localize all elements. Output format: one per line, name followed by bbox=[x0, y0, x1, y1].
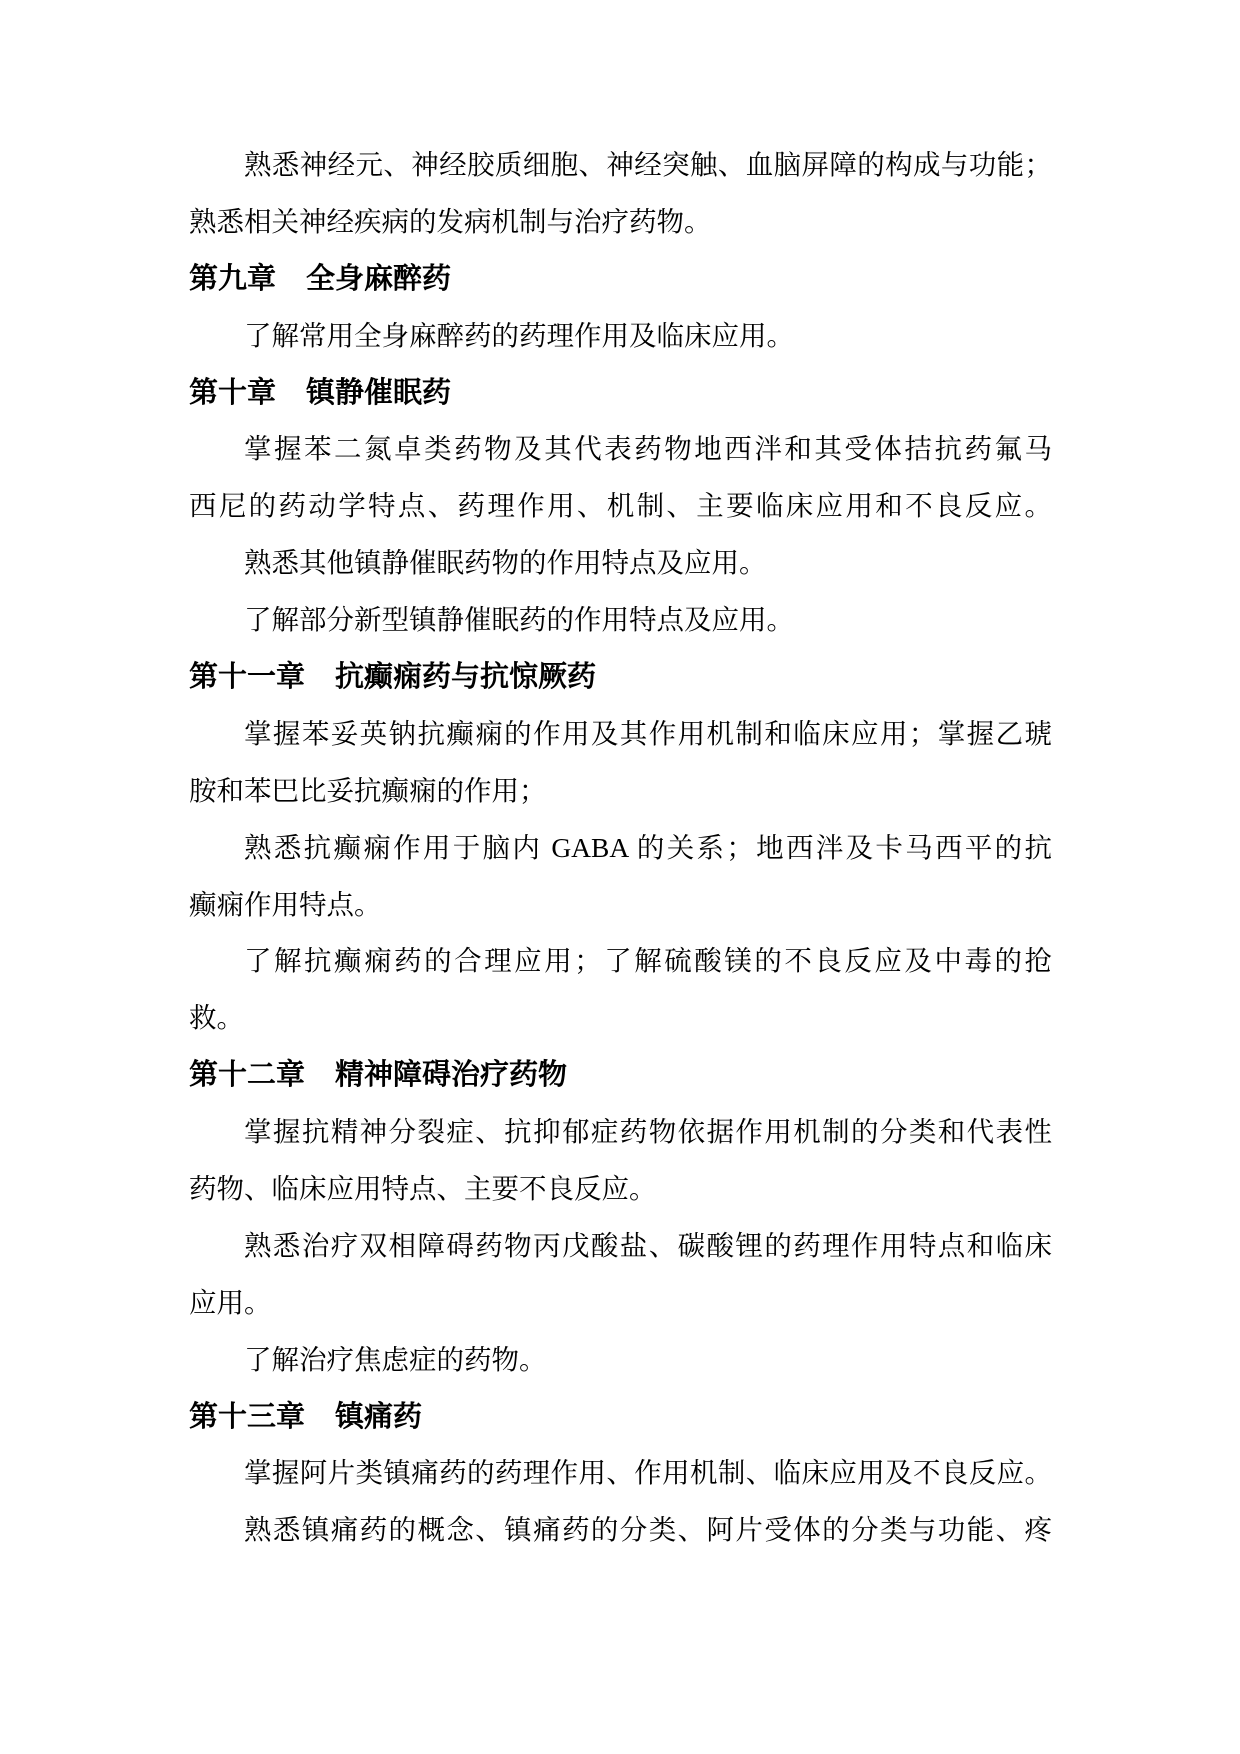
text-line: 胺和苯巴比妥抗癫痫的作用； bbox=[189, 774, 547, 806]
text-line: 了解部分新型镇静催眠药的作用特点及应用。 bbox=[244, 604, 794, 636]
chapter-number: 第十二章 bbox=[189, 1059, 306, 1092]
text-line: 熟悉其他镇静催眠药物的作用特点及应用。 bbox=[244, 547, 767, 579]
chapter-heading bbox=[189, 649, 1052, 706]
text-line: 熟悉神经元、神经胶质细胞、神经突触、血脑屏障的构成与功能； bbox=[244, 149, 1052, 180]
chapter-title: 精神障碍治疗药物 bbox=[335, 1059, 568, 1092]
text-line: 掌握阿片类镇痛药的药理作用、作用机制、临床应用及不良反应。 bbox=[244, 1457, 1052, 1489]
chapter-heading bbox=[189, 1389, 1052, 1446]
text-line: 熟悉镇痛药的概念、镇痛药的分类、阿片受体的分类与功能、疼 bbox=[244, 1514, 1052, 1546]
text-line: 救。 bbox=[189, 1002, 244, 1034]
chapter-title: 镇静催眠药 bbox=[306, 376, 452, 409]
chapter-number: 第十章 bbox=[189, 376, 277, 409]
text-line: 熟悉治疗双相障碍药物丙戊酸盐、碳酸锂的药理作用特点和临床 bbox=[244, 1229, 1052, 1261]
text-line: 熟悉相关神经疾病的发病机制与治疗药物。 bbox=[189, 205, 712, 237]
chapter-heading bbox=[189, 365, 1052, 422]
text-line: 熟悉抗癫痫作用于脑内 GABA 的关系；地西泮及卡马西平的抗 bbox=[244, 831, 1052, 863]
text-block bbox=[189, 137, 1052, 1559]
chapter-heading bbox=[189, 251, 1052, 308]
text-line: 掌握抗精神分裂症、抗抑郁症药物依据作用机制的分类和代表性 bbox=[244, 1116, 1052, 1148]
text-line: 了解抗癫痫药的合理应用；了解硫酸镁的不良反应及中毒的抢 bbox=[244, 945, 1052, 977]
chapter-title: 镇痛药 bbox=[335, 1400, 423, 1433]
chapter-number: 第十三章 bbox=[189, 1400, 306, 1433]
chapter-number: 第十一章 bbox=[189, 661, 306, 694]
text-line: 应用。 bbox=[189, 1286, 272, 1318]
chapter-title: 全身麻醉药 bbox=[306, 262, 452, 295]
text-line: 西尼的药动学特点、药理作用、机制、主要临床应用和不良反应。 bbox=[189, 490, 1052, 522]
text-line: 癫痫作用特点。 bbox=[189, 888, 382, 920]
text-line: 了解治疗焦虑症的药物。 bbox=[244, 1343, 547, 1375]
chapter-title: 抗癫痫药与抗惊厥药 bbox=[335, 661, 597, 694]
text-line: 掌握苯二氮卓类药物及其代表药物地西泮和其受体拮抗药氟马 bbox=[244, 433, 1052, 465]
text-line: 了解常用全身麻醉药的药理作用及临床应用。 bbox=[244, 319, 794, 351]
chapter-number: 第九章 bbox=[189, 262, 277, 295]
text-line: 掌握苯妥英钠抗癫痫的作用及其作用机制和临床应用；掌握乙琥 bbox=[244, 717, 1052, 749]
chapter-heading bbox=[189, 1047, 1052, 1104]
text-line: 药物、临床应用特点、主要不良反应。 bbox=[189, 1173, 657, 1205]
